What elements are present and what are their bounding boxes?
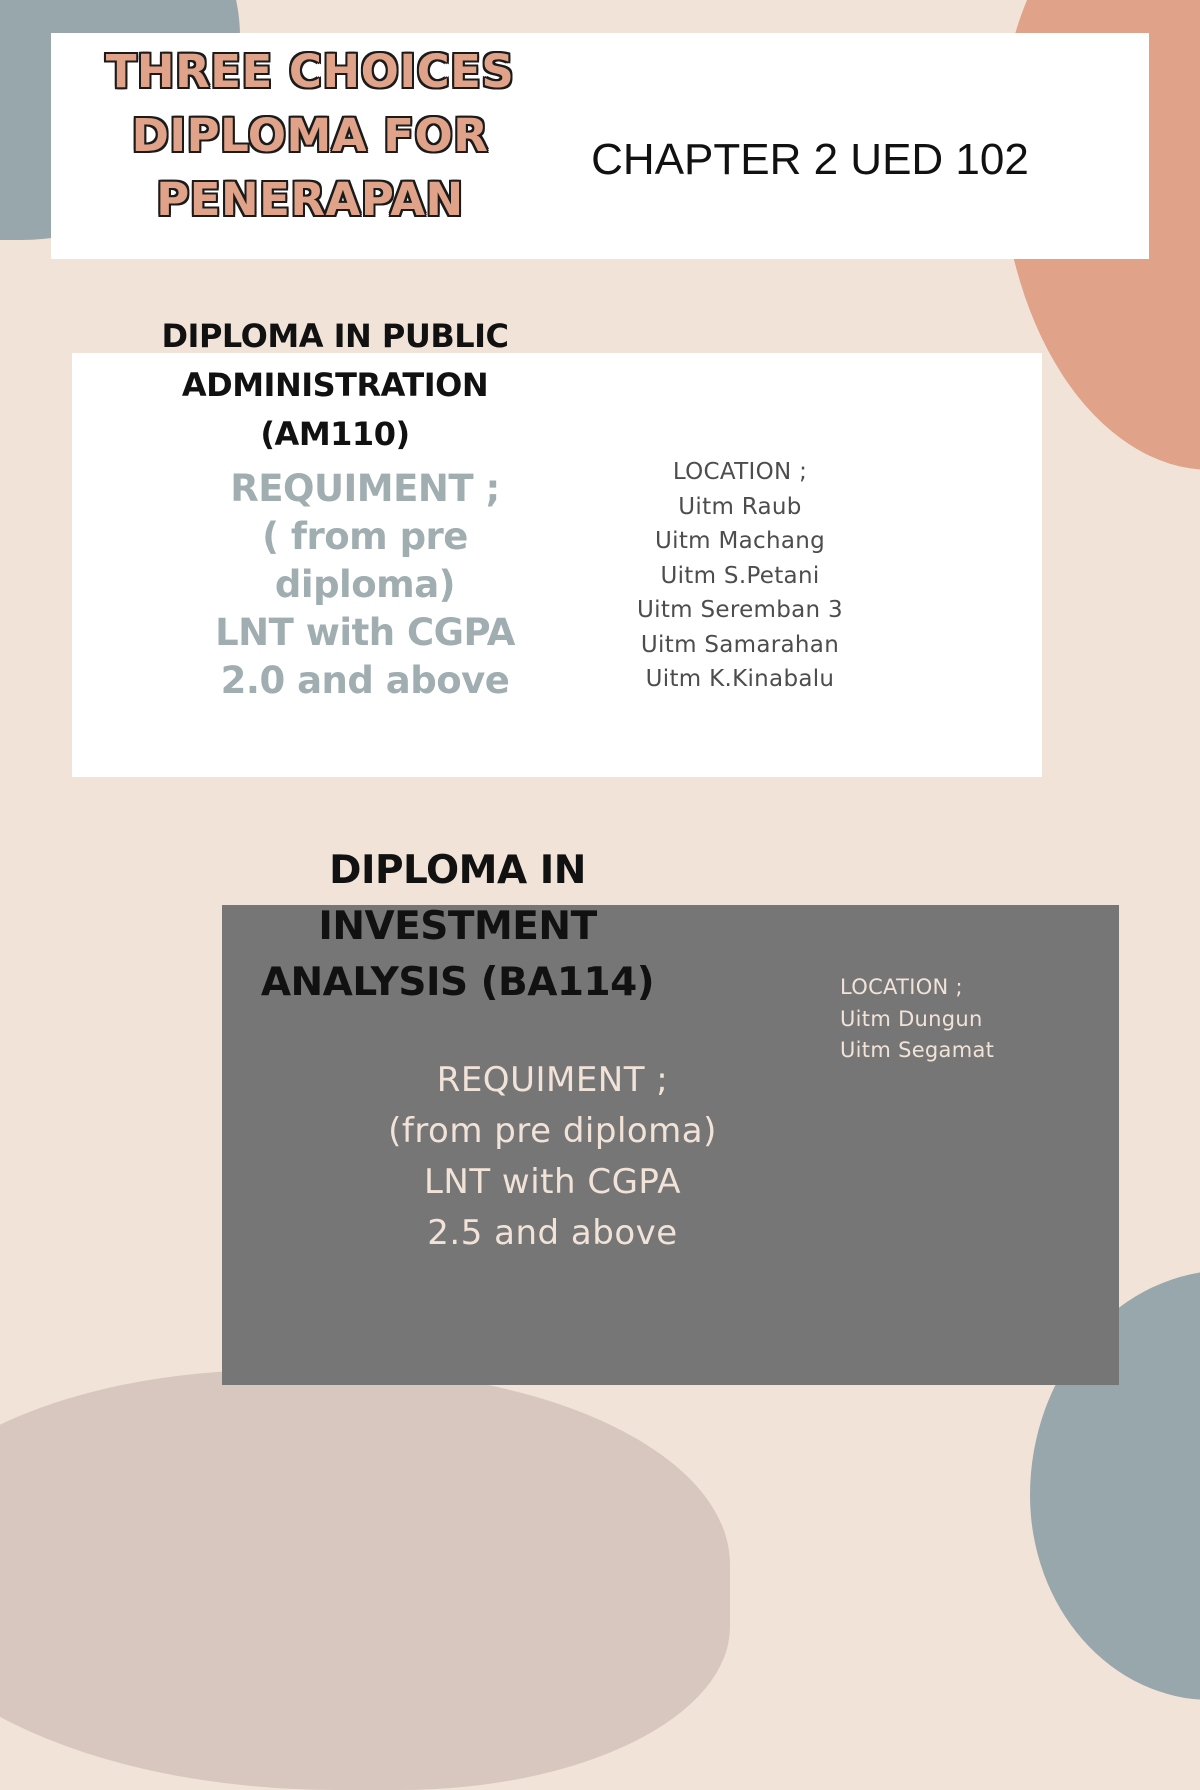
diploma1-location-line: Uitm Samarahan	[640, 631, 840, 658]
diploma2-requirement-line: (from pre diploma)	[388, 1111, 717, 1151]
diploma1-location-line: LOCATION ;	[672, 459, 808, 485]
diploma1-title-line: (AM110)	[260, 415, 410, 453]
diploma2-requirement-line: REQUIMENT ;	[436, 1060, 669, 1100]
diploma2-locations	[840, 972, 1090, 1067]
main-title-line: DIPLOMA FOR	[131, 109, 489, 162]
diploma2-title	[230, 843, 685, 1011]
main-title-line: THREE CHOICES	[105, 45, 515, 98]
diploma1-requirement-line: LNT with CGPA	[215, 611, 515, 654]
diploma2-requirement-line: 2.5 and above	[427, 1213, 678, 1253]
diploma1-location-line: Uitm K.Kinabalu	[645, 666, 835, 692]
chapter-label: CHAPTER 2 UED 102	[591, 135, 1029, 184]
diploma1-requirement-line: REQUIMENT ;	[230, 467, 500, 510]
diploma2-requirement-line: LNT with CGPA	[423, 1162, 682, 1202]
diploma2-title-line: INVESTMENT	[318, 904, 597, 949]
diploma1-location-line: Uitm Raub	[678, 493, 802, 520]
diploma1-requirement	[195, 465, 535, 705]
diploma2-location-line: Uitm Segamat	[840, 1038, 995, 1062]
diploma1-location-line: Uitm Seremban 3	[637, 597, 843, 623]
diploma1-location-line: Uitm S.Petani	[660, 562, 820, 589]
diploma1-title-line: ADMINISTRATION	[181, 366, 489, 404]
diploma1-location-line: Uitm Machang	[655, 528, 825, 554]
diploma2-location-line: LOCATION ;	[840, 975, 963, 999]
main-title-line: PENERAPAN	[156, 173, 464, 226]
diploma1-requirement-line: diploma)	[274, 563, 456, 606]
diploma2-requirement	[360, 1055, 745, 1259]
decorative-blob-bottom-left	[0, 1370, 730, 1790]
diploma2-title-line: ANALYSIS (BA114)	[260, 960, 655, 1005]
diploma1-title	[130, 312, 540, 459]
diploma1-title-line: DIPLOMA IN PUBLIC	[161, 317, 509, 355]
diploma1-requirement-line: 2.0 and above	[220, 659, 510, 702]
diploma2-title-line: DIPLOMA IN	[329, 848, 586, 893]
diploma1-locations	[600, 455, 880, 697]
diploma1-requirement-line: ( from pre	[262, 515, 468, 558]
main-title	[55, 40, 565, 232]
diploma2-location-line: Uitm Dungun	[840, 1006, 983, 1031]
